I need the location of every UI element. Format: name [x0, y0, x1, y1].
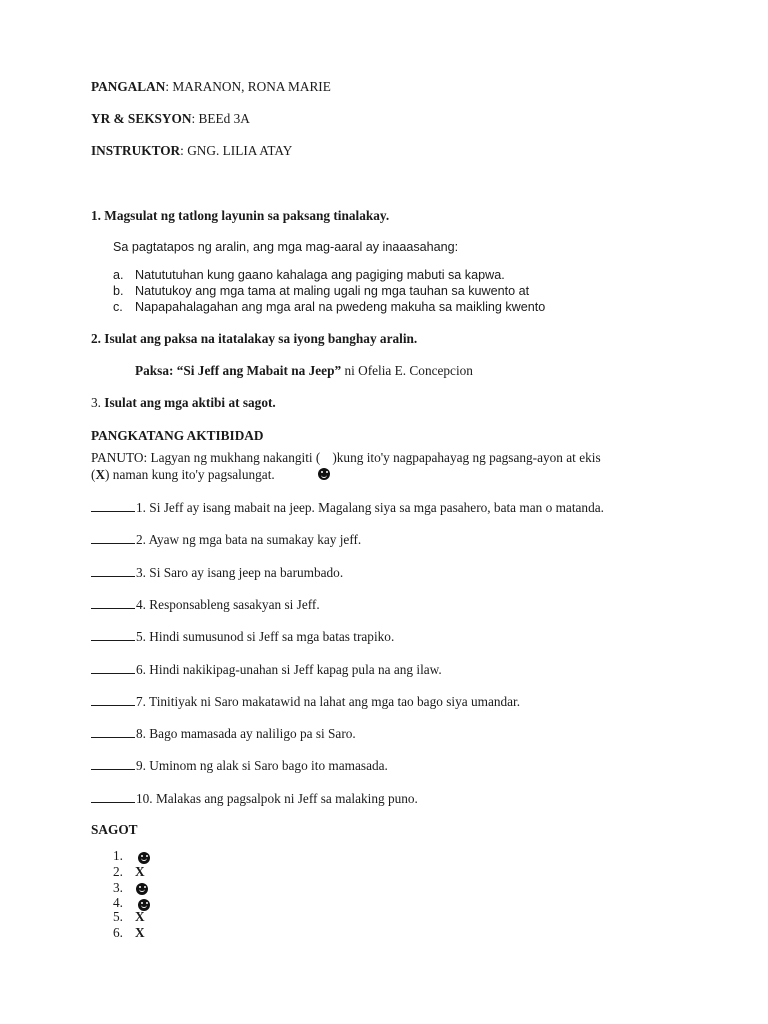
activity-item-text: 9. Uminom ng alak si Saro bago ito mamasada. — [136, 758, 388, 773]
objective-item — [113, 268, 505, 282]
activity-item — [91, 661, 442, 678]
objective-letter: c. — [113, 300, 123, 314]
activity-item — [91, 757, 388, 774]
activity-item — [91, 628, 394, 645]
answer-x: X — [135, 909, 145, 924]
objective-item — [113, 300, 545, 314]
question-3-number: 3. — [91, 395, 101, 410]
topic-label: Paksa: — [135, 363, 174, 378]
objective-text: Natututuhan kung gaano kahalaga ang pagiging mabuti sa kapwa. — [135, 268, 505, 282]
answer-blank[interactable] — [91, 499, 135, 512]
activity-item-text: 8. Bago mamasada ay naliligo pa si Saro. — [136, 726, 356, 741]
answer-blank[interactable] — [91, 725, 135, 738]
activity-item-text: 1. Si Jeff ay isang mabait na jeep. Magalang siya sa mga pasahero, bata man o matanda. — [136, 500, 604, 515]
answer-blank[interactable] — [91, 628, 135, 641]
objective-text: Napapahalagahan ang mga aral na pwedeng makuha sa maikling kwento — [135, 300, 546, 314]
answer-blank[interactable] — [91, 757, 135, 770]
year-section-line — [91, 111, 250, 127]
answer-number: 4. — [113, 895, 123, 910]
question-2-title: 2. Isulat ang paksa na itatalakay sa iyong banghay aralin. — [91, 331, 418, 346]
activity-item — [91, 596, 320, 613]
answer-number: 5. — [113, 909, 123, 924]
answer-row — [113, 909, 145, 925]
topic-author: ni Ofelia E. Concepcion — [341, 363, 473, 378]
activity-item — [91, 531, 361, 548]
answer-number: 6. — [113, 925, 123, 940]
activity-item-text: 4. Responsableng sasakyan si Jeff. — [136, 597, 320, 612]
smile-icon — [138, 852, 150, 864]
instructor-value: : GNG. LILIA ATAY — [180, 143, 293, 158]
activity-item — [91, 790, 418, 807]
activity-item — [91, 499, 604, 516]
activity-item-text: 10. Malakas ang pagsalpok ni Jeff sa malaking puno. — [136, 791, 418, 806]
answer-blank[interactable] — [91, 693, 135, 706]
question-3-text: Isulat ang mga aktibi at sagot. — [100, 395, 276, 410]
year-value: : BEEd 3A — [191, 111, 250, 126]
objectives-intro: Sa pagtatapos ng aralin, ang mga mag-aaral ay inaaasahang: — [113, 240, 459, 254]
activity-heading: PANGKATANG AKTIBIDAD — [91, 428, 264, 443]
directions-text-b: )kung ito'y nagpapahayag ng pagsang-ayon at ekis — [332, 450, 601, 465]
objective-item — [113, 284, 529, 298]
directions-x: X — [95, 467, 106, 482]
answer-number: 1. — [113, 848, 123, 863]
answer-blank[interactable] — [91, 661, 135, 674]
answer-x: X — [135, 925, 145, 940]
answer-blank[interactable] — [91, 531, 135, 544]
activity-item-text: 7. Tinitiyak ni Saro makatawid na lahat ang mga tao bago siya umandar. — [136, 694, 521, 709]
activity-item-text: 3. Si Saro ay isang jeep na barumbado. — [136, 565, 344, 580]
answer-row — [113, 848, 150, 864]
topic-title: “Si Jeff ang Mabait na Jeep” — [176, 363, 342, 378]
objective-letter: b. — [113, 284, 124, 298]
directions-text-c: ( — [91, 467, 96, 482]
answers-heading: SAGOT — [91, 822, 138, 837]
answer-number: 3. — [113, 880, 123, 895]
answer-x: X — [135, 864, 145, 879]
name-value: : MARANON, RONA MARIE — [165, 79, 331, 94]
answer-row — [113, 864, 145, 880]
question-1-title: 1. Magsulat ng tatlong layunin sa paksang tinalakay. — [91, 208, 390, 223]
objective-letter: a. — [113, 268, 124, 282]
activity-item — [91, 725, 356, 742]
year-label: YR & SEKSYON — [91, 111, 192, 126]
activity-item-text: 5. Hindi sumusunod si Jeff sa mga batas trapiko. — [136, 629, 395, 644]
objective-text: Natutukoy ang mga tama at maling ugali ng mga tauhan sa kuwento at — [135, 284, 530, 298]
directions-line-2 — [91, 467, 275, 483]
answer-blank[interactable] — [91, 790, 135, 803]
student-name-line — [91, 79, 331, 95]
smile-icon — [318, 468, 330, 480]
answer-blank[interactable] — [91, 596, 135, 609]
directions-text-d: ) naman kung ito'y pagsalungat. — [105, 467, 275, 482]
name-label: PANGALAN — [91, 79, 166, 94]
activity-item-text: 2. Ayaw ng mga bata na sumakay kay jeff. — [136, 532, 362, 547]
directions-line-1 — [91, 450, 601, 466]
activity-item — [91, 693, 520, 710]
answer-row — [113, 880, 148, 896]
answer-row — [113, 925, 145, 941]
directions-text-a: PANUTO: Lagyan ng mukhang nakangiti ( — [91, 450, 321, 465]
answer-number: 2. — [113, 864, 123, 879]
smile-icon — [136, 883, 148, 895]
activity-item-text: 6. Hindi nakikipag-unahan si Jeff kapag pula na ang ilaw. — [136, 662, 442, 677]
topic-line — [135, 363, 473, 379]
instructor-label: INSTRUKTOR — [91, 143, 181, 158]
activity-item — [91, 564, 343, 581]
instructor-line — [91, 143, 292, 159]
question-3-title — [91, 395, 276, 411]
answer-blank[interactable] — [91, 564, 135, 577]
